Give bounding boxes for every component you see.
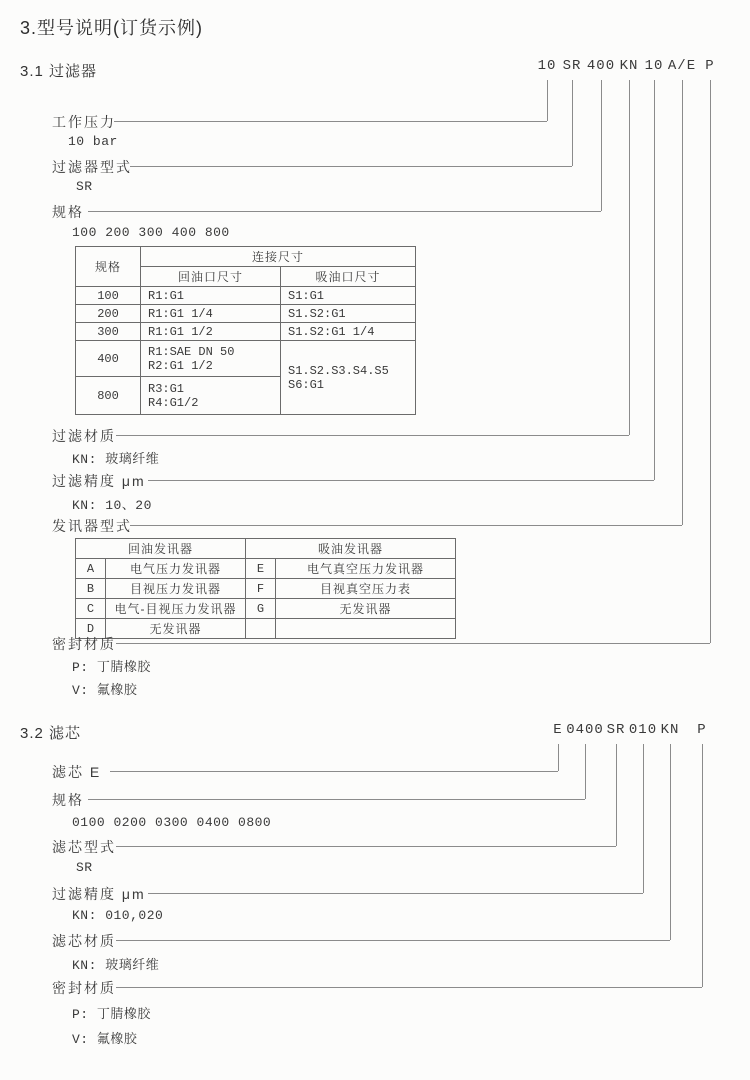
code-part-seal: P [697,722,707,738]
table-cell: R1:G1 1/4 [141,305,281,323]
leader-line [585,744,586,799]
table-cell-line: R1:SAE DN 50 [148,344,235,359]
table-cell: S1.S2:G1 1/4 [281,323,416,341]
table-cell [246,619,276,639]
leader-line [114,121,547,122]
spec-label: 规格 [52,204,84,220]
element-media-label: 滤芯材质 [52,933,116,949]
table-cell [141,341,281,377]
leader-line [616,744,617,846]
table-cell [281,341,416,415]
table-cell: S1.S2:G1 [281,305,416,323]
table-cell-line: R4:G1/2 [148,395,199,410]
code-part-spec: 400 [586,58,616,74]
indicator-type-table [75,538,456,639]
table-cell: F [246,579,276,599]
leader-line [130,166,572,167]
table-cell-line: S1.S2.S3.S4.S5 [288,363,389,378]
element-precision-value: KN: 010,020 [72,908,164,923]
leader-line [130,525,682,526]
leader-line [702,744,703,987]
code-part-pressure: 10 [537,58,557,74]
table-cell: 目视真空压力表 [276,579,456,599]
spec-value: 100 200 300 400 800 [72,225,230,240]
page-title: 3.型号说明(订货示例) [20,18,203,38]
filter-media-label: 过滤材质 [52,428,116,444]
element-type-value: SR [76,860,93,875]
table-cell: G [246,599,276,619]
element-seal-v-value: V: 氟橡胶 [72,1032,138,1047]
return-port-header: 回油口尺寸 [141,267,281,287]
code-part-type: SR [606,722,626,738]
suction-indicator-header: 吸油发讯器 [246,539,456,559]
leader-line [148,893,643,894]
table-cell: 300 [76,323,141,341]
leader-line [88,799,585,800]
table-cell: S1:G1 [281,287,416,305]
element-type-label: 滤芯型式 [52,839,116,855]
filtration-precision-label: 过滤精度 μm [52,473,146,489]
code-part-precision: 10 [644,58,664,74]
table-cell: E [246,559,276,579]
code-part-element: E [553,722,563,738]
code-part-media: KN [660,722,680,738]
leader-line [572,80,573,166]
leader-line [682,80,683,525]
table-cell: D [76,619,106,639]
table-cell-line: S6:G1 [288,377,325,392]
leader-line [710,80,711,643]
element-spec-value: 0100 0200 0300 0400 0800 [72,815,272,830]
table-cell: R1:G1 [141,287,281,305]
connection-col-header: 连接尺寸 [141,247,416,267]
leader-line [654,80,655,480]
table-cell: C [76,599,106,619]
table-cell-line: R2:G1 1/2 [148,358,213,373]
filter-type-value: SR [76,179,93,194]
leader-line [547,80,548,121]
table-cell: 目视压力发讯器 [106,579,246,599]
working-pressure-label: 工作压力 [52,114,116,130]
table-cell: 800 [76,377,141,415]
working-pressure-value: 10 bar [68,134,118,149]
code-part-seal: P [705,58,715,74]
filter-type-label: 过滤器型式 [52,159,132,175]
table-cell: 电气压力发讯器 [106,559,246,579]
leader-line [643,744,644,893]
leader-line [558,744,559,771]
leader-line [88,211,601,212]
filtration-precision-value: KN: 10、20 [72,498,152,513]
seal-material-label: 密封材质 [52,636,116,652]
element-spec-label: 规格 [52,792,84,808]
leader-line [116,846,616,847]
suction-port-header: 吸油口尺寸 [281,267,416,287]
leader-line [116,987,702,988]
seal-material-v-value: V: 氟橡胶 [72,683,138,698]
table-cell: 电气-目视压力发讯器 [106,599,246,619]
element-label: 滤芯 E [52,764,102,780]
seal-material-p-value: P: 丁腈橡胶 [72,660,151,675]
table-cell: A [76,559,106,579]
element-seal-label: 密封材质 [52,980,116,996]
return-indicator-header: 回油发讯器 [76,539,246,559]
section-2-heading: 3.2 滤芯 [20,725,82,742]
table-cell: 电气真空压力发讯器 [276,559,456,579]
connection-size-table [75,246,416,415]
code-part-indicator: A/E [667,58,697,74]
code-part-precision: 010 [628,722,658,738]
table-cell [141,377,281,415]
table-cell [276,619,456,639]
leader-line [148,480,654,481]
table-cell: 100 [76,287,141,305]
table-cell: 无发讯器 [106,619,246,639]
table-cell: 200 [76,305,141,323]
table-cell-line: R3:G1 [148,381,185,396]
table-cell: 无发讯器 [276,599,456,619]
leader-line [601,80,602,211]
filter-media-value: KN: 玻璃纤维 [72,452,160,467]
leader-line [116,940,670,941]
code-part-type: SR [562,58,582,74]
element-precision-label: 过滤精度 μm [52,886,146,902]
leader-line [670,744,671,940]
code-part-media: KN [619,58,639,74]
table-cell: R1:G1 1/2 [141,323,281,341]
table-cell: 400 [76,341,141,377]
leader-line [116,435,629,436]
leader-line [110,771,558,772]
section-1-heading: 3.1 过滤器 [20,63,98,80]
element-seal-p-value: P: 丁腈橡胶 [72,1007,151,1022]
code-part-spec: 0400 [566,722,604,738]
indicator-type-label: 发讯器型式 [52,518,132,534]
leader-line [116,643,710,644]
element-media-value: KN: 玻璃纤维 [72,958,160,973]
leader-line [629,80,630,435]
spec-col-header: 规格 [76,247,141,287]
table-cell: B [76,579,106,599]
